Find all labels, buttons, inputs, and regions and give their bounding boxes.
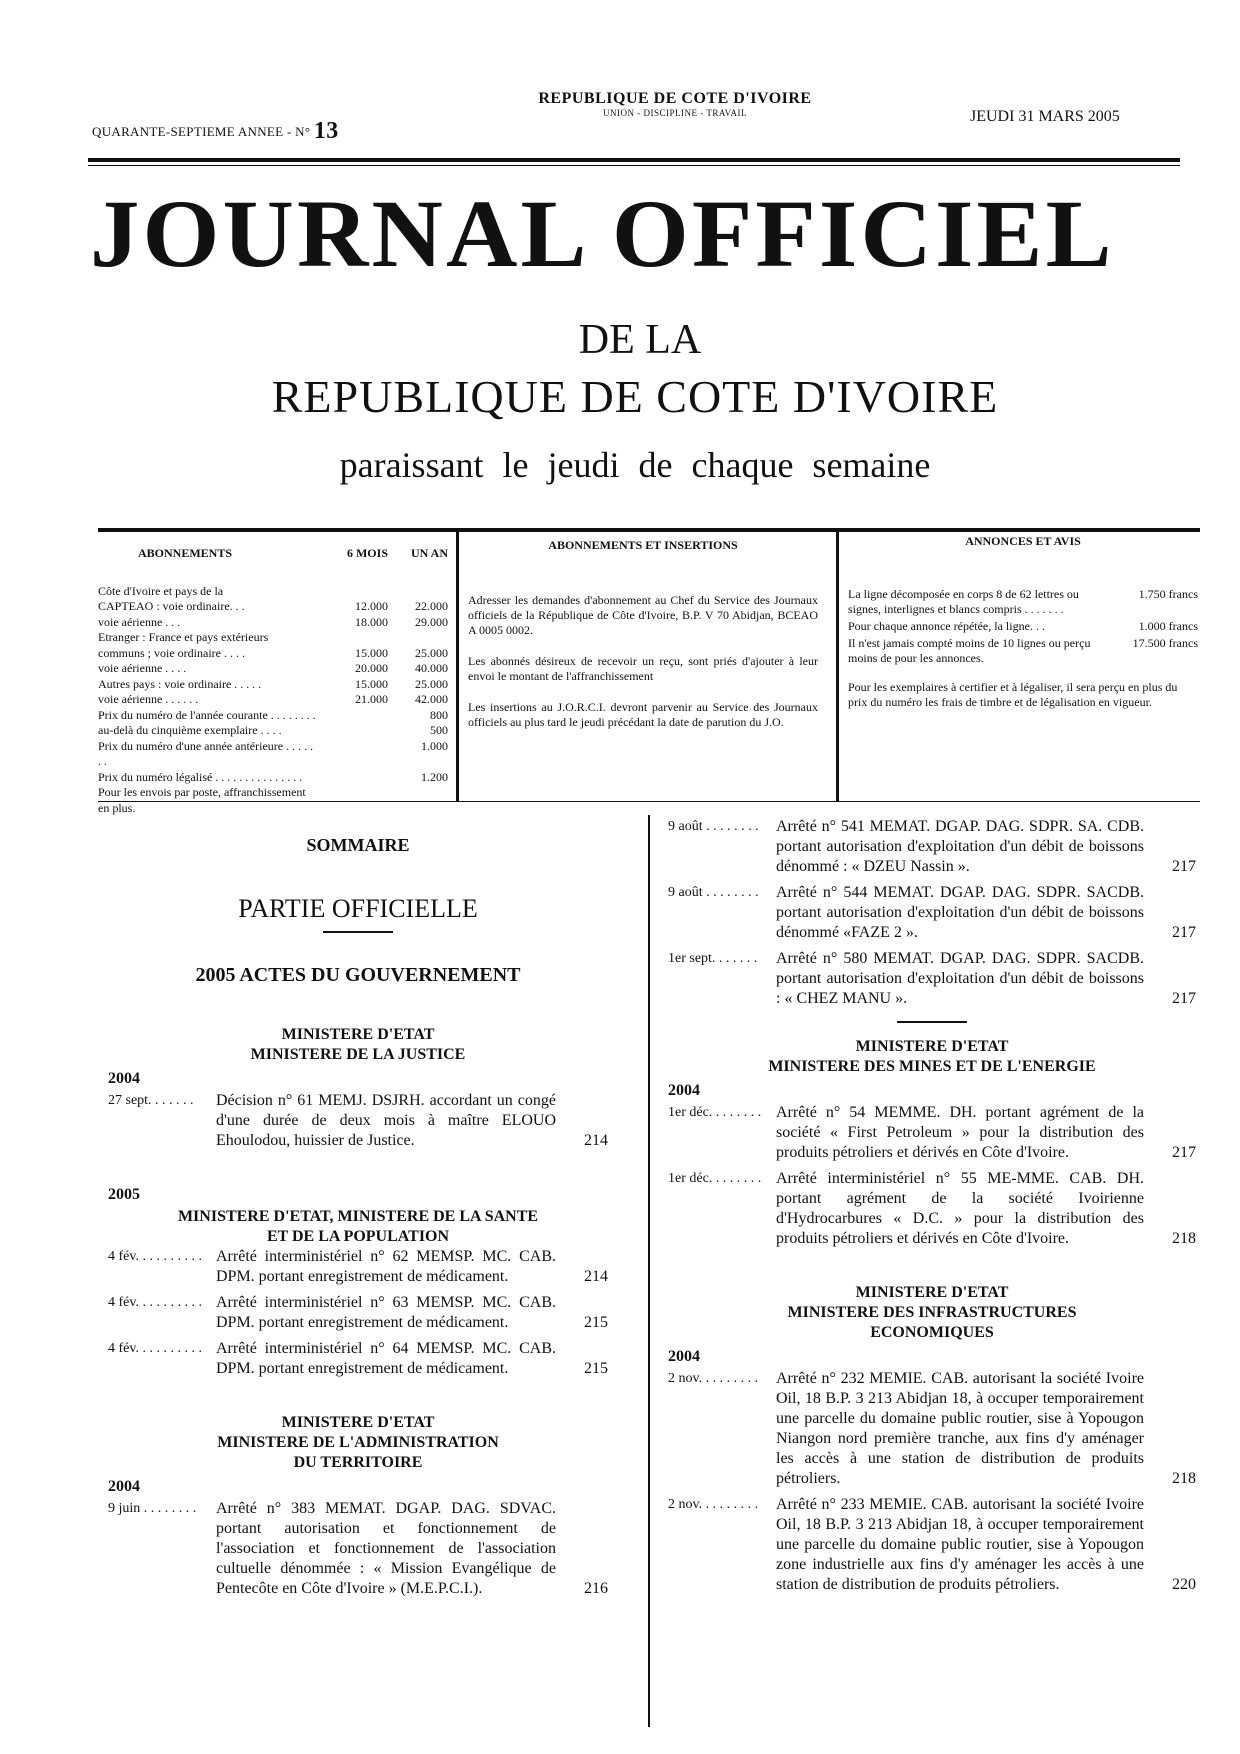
- ministry-title: MINISTERE D'ETAT MINISTERE DE LA JUSTICE: [250, 1026, 466, 1063]
- year-label: 2005: [108, 1186, 140, 1203]
- box-divider: [836, 532, 839, 802]
- toc-section: [668, 1037, 1196, 1249]
- annonce-label: Il n'est jamais compté moins de 10 lignes ou perçu moins de pour les annonces.: [848, 636, 1091, 665]
- toc-entry: [668, 1169, 1196, 1249]
- annonces-note: Pour les exemplaires à certifier et à légaliser, il sera perçu en plus du prix du numéro les frais de timbre et de légalisation en vigueur.: [848, 680, 1178, 709]
- rate-label: Prix du numéro d'une année antérieure . . . . . . .: [98, 738, 314, 768]
- box-divider: [456, 532, 459, 802]
- rate-6mois: 21.000: [355, 692, 388, 706]
- actes-heading: 2005 ACTES DU GOUVERNEMENT: [195, 964, 521, 986]
- toc-entry: [108, 1293, 608, 1333]
- subscription-rates: [98, 540, 448, 816]
- divider: [323, 931, 393, 933]
- issue-number: 13: [313, 118, 339, 144]
- header-rule-thin: [88, 165, 1180, 166]
- edition-label: QUARANTE-SEPTIEME ANNEE - N°: [92, 124, 311, 139]
- entry-date: 4 fév. . . . . . . . . .: [108, 1341, 202, 1356]
- rate-label: CAPTEAO : voie ordinaire. . .: [98, 599, 245, 613]
- annonces-column: [848, 534, 1198, 710]
- rate-label: Prix du numéro de l'année courante . . . . . . . .: [98, 707, 316, 722]
- entry-text: Décision n° 61 MEMJ. DSJRH. accordant un congé d'une durée de deux mois à maître ELOUO Ehoulodou, huissier de Justice.: [216, 1092, 556, 1149]
- toc-entry: [668, 1369, 1196, 1489]
- entry-date: 9 août . . . . . . . .: [668, 819, 759, 834]
- ministry-title: MINISTERE D'ETAT MINISTERE DE L'ADMINISTRATION DU TERRITOIRE: [217, 1414, 499, 1471]
- annonce-price: 1.000 francs: [1138, 619, 1198, 633]
- entry-text: Arrêté n° 580 MEMAT. DGAP. DAG. SDPR. SACDB. portant autorisation d'exploitation d'un débit de boissons : « CHEZ MANU ».: [776, 950, 1144, 1007]
- rate-row: [98, 739, 448, 770]
- entry-date: 1er sept. . . . . . .: [668, 951, 758, 966]
- column-rule: [648, 815, 650, 1727]
- rate-row: [98, 723, 448, 739]
- insertions-column: [468, 538, 818, 746]
- rate-row: [98, 599, 448, 615]
- entry-text: Arrêté n° 541 MEMAT. DGAP. DAG. SDPR. SA. CDB. portant autorisation d'exploitation d'un débit de boissons dénommé : « DZEU Nassin ».: [776, 818, 1144, 875]
- issue-date: JEUDI 31 MARS 2005: [970, 108, 1120, 125]
- annonce-rows: [848, 587, 1198, 666]
- entry-page: 214: [584, 1132, 608, 1149]
- rate-an: 22.000: [415, 599, 448, 613]
- entry-page: 217: [1172, 1144, 1196, 1161]
- toc-right: [668, 817, 1196, 1601]
- rate-6mois: 15.000: [355, 676, 388, 691]
- rate-label: Côte d'Ivoire et pays de la: [98, 583, 224, 598]
- toc-entry: [668, 817, 1196, 877]
- rate-an: 1.200: [421, 769, 448, 784]
- motto: UNION - DISCIPLINE - TRAVAIL: [603, 108, 747, 118]
- entry-date: 2 nov. . . . . . . . .: [668, 1497, 759, 1512]
- entry-page: 215: [584, 1314, 608, 1331]
- entry-text: Arrêté n° 233 MEMIE. CAB. autorisant la société Ivoire Oil, 18 B.P. 3 213 Abidjan 18, à occuper temporairement une parcelle du domaine public routier, sise à Yopougon zone industrielle aux fins d'y aménager les accès à une station de distribution de produits pétroliers.: [776, 1496, 1144, 1593]
- toc-left: [108, 835, 608, 1605]
- annonce-row: [848, 587, 1198, 617]
- entry-text: Arrêté interministériel n° 55 ME-MME. CAB. DH. portant agrément de la société Ivoirienne d'Hydrocarbures « D.C. » pour la distribution des produits pétroliers et dérivés en Côte d'Ivoire.: [776, 1170, 1144, 1247]
- rate-6mois: [318, 584, 388, 600]
- entry-page: 214: [584, 1268, 608, 1285]
- entry-date: 1er déc. . . . . . . .: [668, 1105, 762, 1120]
- entry-date: 4 fév. . . . . . . . . .: [108, 1295, 202, 1310]
- rates-header: [98, 546, 448, 562]
- rate-6mois: 12.000: [355, 599, 388, 613]
- rate-label: communs ; voie ordinaire . . . .: [98, 645, 245, 660]
- divider: [897, 1021, 967, 1023]
- header-rule: [88, 158, 1180, 162]
- masthead-line4: paraissant le jeudi de chaque semaine: [339, 445, 931, 485]
- partie-heading: PARTIE OFFICIELLE: [238, 894, 478, 923]
- rate-row: [98, 661, 448, 677]
- toc-entry: [108, 1499, 608, 1599]
- rate-row: [98, 708, 448, 724]
- rate-label: Pour les envois par poste, affranchissement en plus.: [98, 785, 306, 815]
- rate-an: 42.000: [415, 692, 448, 706]
- entry-text: Arrêté interministériel n° 62 MEMSP. MC. CAB. DPM. portant enregistrement de médicament.: [216, 1248, 556, 1285]
- entry-page: 215: [584, 1360, 608, 1377]
- subscription-box: [98, 528, 1200, 815]
- insertions-paragraph: Les insertions au J.O.R.C.I. devront parvenir au Service des Journaux officiels au plus tard le jeudi précédant la date de parution du J.O.: [468, 700, 818, 729]
- entry-date: 9 juin . . . . . . . .: [108, 1501, 197, 1516]
- rate-row: [98, 770, 448, 786]
- rates-rows: [98, 584, 448, 817]
- annonces-heading: ANNONCES ET AVIS: [965, 534, 1081, 548]
- rate-an: 800: [430, 707, 448, 722]
- rate-6mois: [318, 723, 388, 739]
- toc-section: [108, 1413, 608, 1599]
- entry-page: 217: [1172, 990, 1196, 1007]
- entry-date: 4 fév. . . . . . . . . .: [108, 1249, 202, 1264]
- toc-entry: [668, 883, 1196, 943]
- ministry-title: MINISTERE D'ETAT, MINISTERE DE LA SANTE ET DE LA POPULATION: [177, 1208, 539, 1245]
- insertions-heading: ABONNEMENTS ET INSERTIONS: [548, 538, 738, 552]
- rate-6mois: [318, 739, 388, 770]
- insertions-paragraph: Adresser les demandes d'abonnement au Chef du Service des Journaux officiels de la République de Côte d'Ivoire, B.P. V 70 Abidjan, BCEAO A 0005 0002.: [468, 593, 818, 637]
- sommaire-heading: SOMMAIRE: [306, 835, 410, 855]
- rate-an: 25.000: [415, 645, 448, 660]
- year-label: 2004: [668, 1348, 700, 1365]
- right-top-entries: [668, 817, 1196, 1009]
- entry-page: 218: [1172, 1470, 1196, 1487]
- rate-label: voie aérienne . . .: [98, 614, 181, 629]
- entry-date: 9 août . . . . . . . .: [668, 885, 759, 900]
- entry-page: 220: [1172, 1576, 1196, 1593]
- rates-heading: ABONNEMENTS: [138, 546, 233, 560]
- toc-entry: [668, 1495, 1196, 1595]
- rate-row: [98, 630, 448, 646]
- rate-6mois: 15.000: [355, 645, 388, 660]
- entry-date: 27 sept. . . . . . .: [108, 1093, 194, 1108]
- entry-page: 216: [584, 1580, 608, 1597]
- rate-6mois: [318, 770, 388, 786]
- entry-text: Arrêté n° 54 MEMME. DH. portant agrément de la société « First Petroleum » pour la distribution des produits pétroliers et dérivés en Côte d'Ivoire.: [776, 1104, 1144, 1161]
- rate-label: Prix du numéro légalisé . . . . . . . . . . . . . . .: [98, 769, 303, 784]
- masthead-title: JOURNAL OFFICIEL: [90, 180, 1115, 287]
- entry-page: 217: [1172, 858, 1196, 875]
- year-label: 2004: [108, 1478, 140, 1495]
- rate-label: voie aérienne . . . . . .: [98, 692, 199, 706]
- rate-6mois: 18.000: [355, 614, 388, 629]
- country-name: REPUBLIQUE DE COTE D'IVOIRE: [538, 90, 812, 107]
- annonce-row: [848, 636, 1198, 666]
- rates-col-6mois: 6 MOIS: [346, 546, 388, 560]
- rate-6mois: [318, 708, 388, 724]
- masthead-line2: DE LA: [578, 317, 702, 363]
- rate-label: Autres pays : voie ordinaire . . . . .: [98, 676, 262, 691]
- entry-text: Arrêté interministériel n° 63 MEMSP. MC. CAB. DPM. portant enregistrement de médicament.: [216, 1294, 556, 1331]
- rate-row: [98, 785, 448, 816]
- entry-text: Arrêté n° 232 MEMIE. CAB. autorisant la société Ivoire Oil, 18 B.P. 3 213 Abidjan 18, à occuper temporairement une parcelle du domaine public routier, sise à Yopougon Niangon nord première tranche, aux fins d'y aménager les accès à une station de distribution de produits pétroliers.: [776, 1370, 1144, 1487]
- rate-row: [98, 615, 448, 631]
- toc-section: [668, 1283, 1196, 1595]
- entry-text: Arrêté n° 383 MEMAT. DGAP. DAG. SDVAC. portant autorisation et fonctionnement de l'association et fonctionnement de l'association cultuelle dénommée : « Mission Evangélique de Pentecôte en Côte d'Ivoire » (M.E.P.C.I.).: [216, 1500, 556, 1597]
- toc-entry: [108, 1247, 608, 1287]
- toc-entry: [668, 1103, 1196, 1163]
- entry-text: Arrêté interministériel n° 64 MEMSP. MC. CAB. DPM. portant enregistrement de médicament.: [216, 1340, 556, 1377]
- rates-col-an: UN AN: [410, 546, 448, 560]
- country-heading: [480, 90, 870, 118]
- left-sections: [108, 1025, 608, 1599]
- edition-line: [92, 118, 339, 145]
- masthead-line3: REPUBLIQUE DE COTE D'IVOIRE: [271, 371, 999, 422]
- insertions-paragraph: Les abonnés désireux de recevoir un reçu, sont priés d'ajouter à leur envoi le montant de l'affranchissement: [468, 654, 818, 683]
- rate-6mois: [318, 785, 388, 816]
- ministry-title: MINISTERE D'ETAT MINISTERE DES MINES ET DE L'ENERGIE: [768, 1038, 1096, 1075]
- toc-entry: [108, 1339, 608, 1379]
- annonce-label: Pour chaque annonce répétée, la ligne. . .: [848, 619, 1045, 633]
- entry-text: Arrêté n° 544 MEMAT. DGAP. DAG. SDPR. SACDB. portant autorisation d'exploitation d'un débit de boissons dénommé «FAZE 2 ».: [776, 884, 1144, 941]
- toc-entry: [668, 949, 1196, 1009]
- year-label: 2004: [108, 1070, 140, 1087]
- toc-section: [108, 1025, 608, 1151]
- rate-an: [388, 630, 448, 646]
- rate-an: [388, 584, 448, 600]
- rate-row: [98, 692, 448, 708]
- rate-6mois: [318, 630, 388, 646]
- rate-an: 500: [430, 723, 448, 737]
- annonce-price: 1.750 francs: [1138, 587, 1198, 601]
- rate-6mois: 20.000: [355, 661, 388, 675]
- year-label: 2004: [668, 1082, 700, 1099]
- entry-date: 1er déc. . . . . . . .: [668, 1171, 762, 1186]
- annonce-price: 17.500 francs: [1132, 636, 1198, 650]
- rate-an: [388, 785, 448, 816]
- rate-row: [98, 677, 448, 693]
- toc-section: [108, 1185, 608, 1379]
- ministry-title: MINISTERE D'ETAT MINISTERE DES INFRASTRUCTURES ECONOMIQUES: [787, 1284, 1077, 1341]
- rate-row: [98, 584, 448, 600]
- rate-label: Etranger : France et pays extérieurs: [98, 630, 269, 644]
- entry-page: 218: [1172, 1230, 1196, 1247]
- entry-date: 2 nov. . . . . . . . .: [668, 1371, 759, 1386]
- right-sections: [668, 1037, 1196, 1595]
- rate-an: 40.000: [415, 661, 448, 675]
- rate-label: au-delà du cinquième exemplaire . . . .: [98, 723, 282, 737]
- rate-an: 29.000: [415, 614, 448, 629]
- rate-an: 25.000: [415, 676, 448, 691]
- rate-row: [98, 646, 448, 662]
- entry-page: 217: [1172, 924, 1196, 941]
- toc-entry: [108, 1091, 608, 1151]
- annonce-row: [848, 619, 1198, 634]
- rate-an: 1.000: [421, 738, 448, 753]
- annonce-label: La ligne décomposée en corps 8 de 62 lettres ou signes, interlignes et blancs compris . . . . . . .: [848, 587, 1079, 616]
- rate-label: voie aérienne . . . .: [98, 661, 187, 675]
